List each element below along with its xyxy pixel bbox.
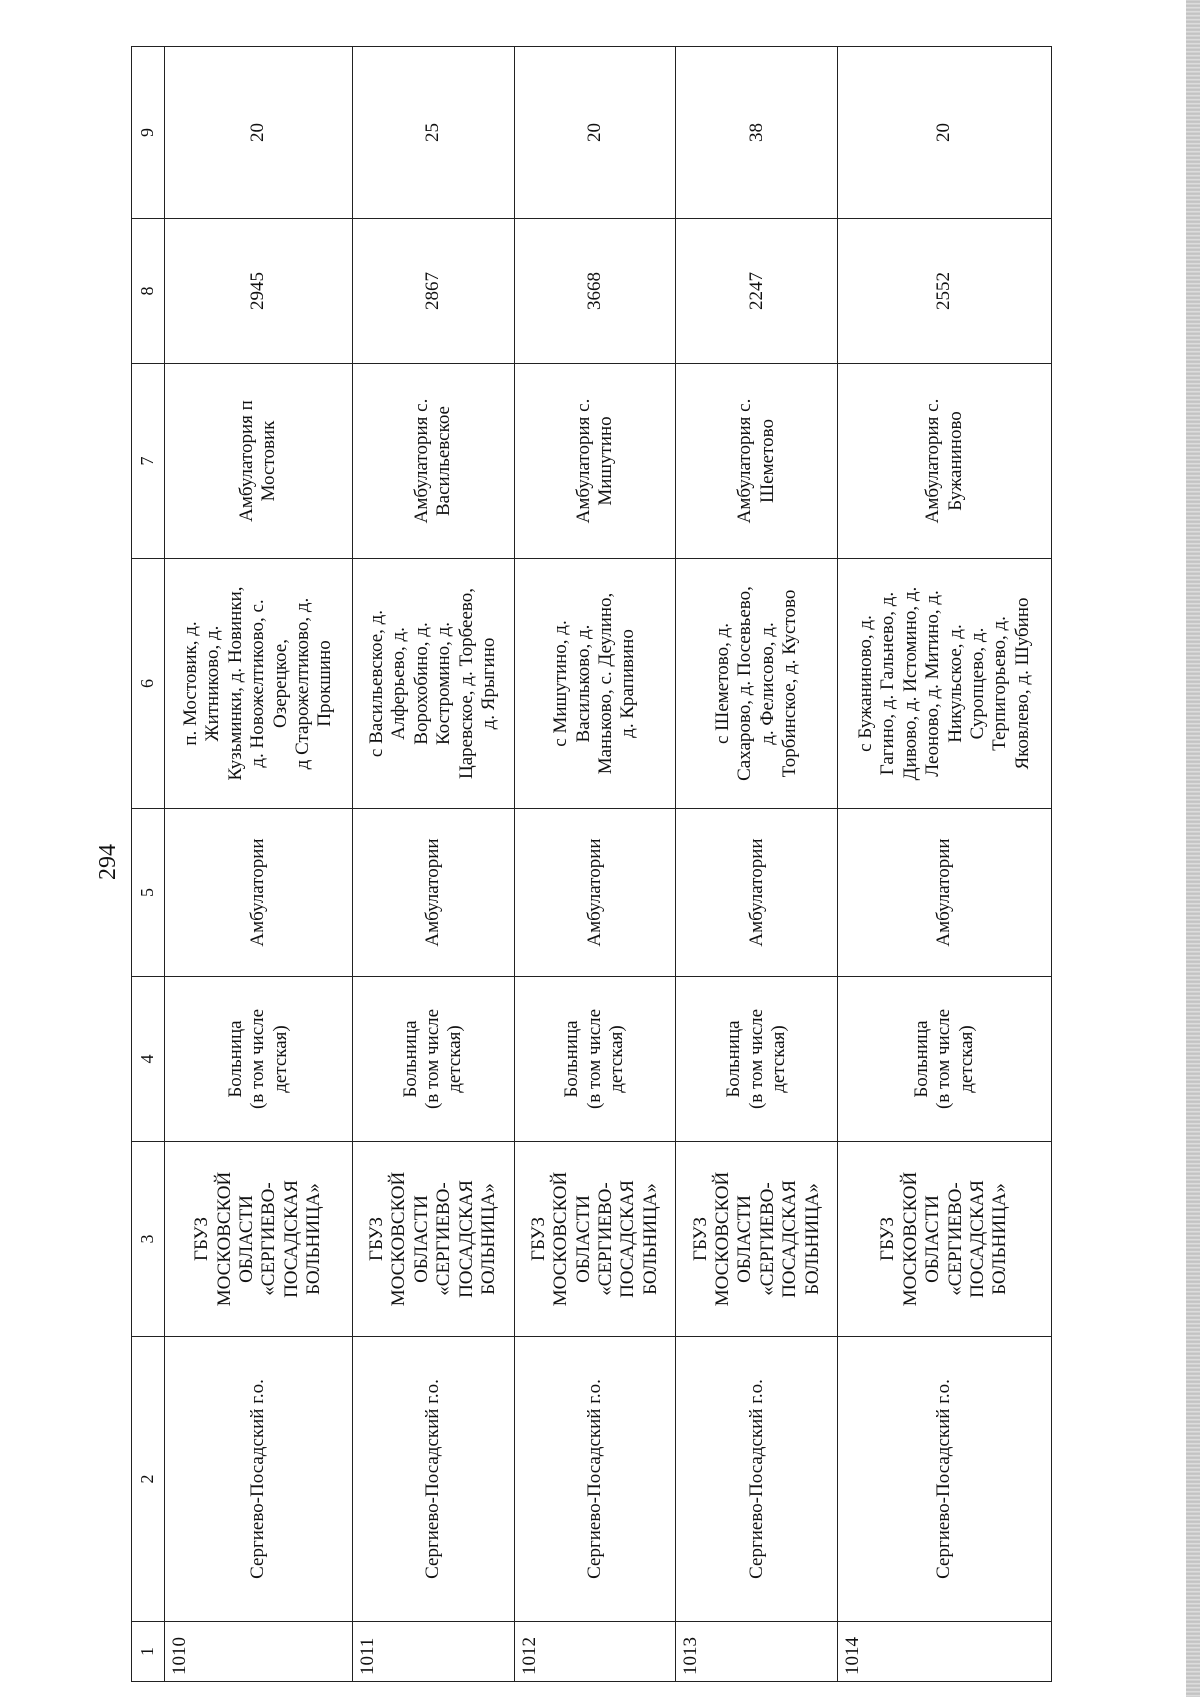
unit-type-cell: Амбулатории	[352, 809, 514, 977]
distance-cell: 38	[676, 47, 838, 219]
villages-cell: п. Мостовик, д. Житниково, д. Кузьминки, д. Новинки, д. Новожелтиково, с. Озерецкое, д Старожелтиково, д. Прокшино	[165, 559, 353, 809]
row-number: 1010	[165, 1622, 353, 1682]
organization-cell: ГБУЗ МОСКОВСКОЙ ОБЛАСТИ «СЕРГИЕВО- ПОСАДСКАЯ БОЛЬНИЦА»	[676, 1142, 838, 1337]
page-number: 294	[95, 844, 121, 880]
row-number: 1012	[514, 1622, 676, 1682]
facility-type-cell: Больница (в том числе детская)	[352, 977, 514, 1142]
facility-type-cell: Больница (в том числе детская)	[514, 977, 676, 1142]
villages-cell: с Мишутино, д. Васильково, д. Маньково, с. Деулино, д. Крапивино	[514, 559, 676, 809]
unit-name-cell: Амбулатория п Мостовик	[165, 364, 353, 559]
column-header: 9	[132, 47, 165, 219]
villages-cell: с Бужаниново, д. Гагино, д. Гальнево, д. Дивово, д. Истомино, д. Леоново, д. Митино, д. Никульское, д. Суропцево, д. Терпигорьево, д. Яковлево, д. Шубино	[838, 559, 1052, 809]
organization-cell: ГБУЗ МОСКОВСКОЙ ОБЛАСТИ «СЕРГИЕВО- ПОСАДСКАЯ БОЛЬНИЦА»	[514, 1142, 676, 1337]
column-header: 2	[132, 1337, 165, 1622]
unit-type-cell: Амбулатории	[838, 809, 1052, 977]
row-number: 1014	[838, 1622, 1052, 1682]
unit-type-cell: Амбулатории	[165, 809, 353, 977]
column-header: 3	[132, 1142, 165, 1337]
column-header: 8	[132, 219, 165, 364]
scanned-page-edge	[1186, 0, 1200, 1697]
unit-type-cell: Амбулатории	[514, 809, 676, 977]
organization-cell: ГБУЗ МОСКОВСКОЙ ОБЛАСТИ «СЕРГИЕВО- ПОСАДСКАЯ БОЛЬНИЦА»	[165, 1142, 353, 1337]
population-cell: 2867	[352, 219, 514, 364]
rotated-table-frame	[131, 47, 1052, 1682]
distance-cell: 25	[352, 47, 514, 219]
row-number: 1011	[352, 1622, 514, 1682]
facility-type-cell: Больница (в том числе детская)	[838, 977, 1052, 1142]
column-header: 5	[132, 809, 165, 977]
column-header: 7	[132, 364, 165, 559]
unit-type-cell: Амбулатории	[676, 809, 838, 977]
distance-cell: 20	[838, 47, 1052, 219]
facility-type-cell: Больница (в том числе детская)	[676, 977, 838, 1142]
table-row	[165, 47, 353, 1682]
unit-name-cell: Амбулатория с. Мишутино	[514, 364, 676, 559]
villages-cell: с Шеметово, д. Сахарово, д. Посевьево, д. Фелисово, д. Торбинское, д. Кустово	[676, 559, 838, 809]
unit-name-cell: Амбулатория с. Бужаниново	[838, 364, 1052, 559]
data-table	[131, 46, 1052, 1682]
table-row	[514, 47, 676, 1682]
district-cell: Сергиево-Посадский г.о.	[676, 1337, 838, 1622]
column-header: 1	[132, 1622, 165, 1682]
population-cell: 2552	[838, 219, 1052, 364]
district-cell: Сергиево-Посадский г.о.	[352, 1337, 514, 1622]
unit-name-cell: Амбулатория с. Васильевское	[352, 364, 514, 559]
population-cell: 2247	[676, 219, 838, 364]
column-header: 4	[132, 977, 165, 1142]
facility-type-cell: Больница (в том числе детская)	[165, 977, 353, 1142]
row-number: 1013	[676, 1622, 838, 1682]
district-cell: Сергиево-Посадский г.о.	[514, 1337, 676, 1622]
district-cell: Сергиево-Посадский г.о.	[165, 1337, 353, 1622]
table-row	[352, 47, 514, 1682]
column-header: 6	[132, 559, 165, 809]
villages-cell: с Васильевское, д. Алферьево, д. Ворохобино, д. Костромино, д. Царевское, д. Торбеево, д. Ярыгино	[352, 559, 514, 809]
unit-name-cell: Амбулатория с. Шеметово	[676, 364, 838, 559]
table-row	[676, 47, 838, 1682]
distance-cell: 20	[514, 47, 676, 219]
organization-cell: ГБУЗ МОСКОВСКОЙ ОБЛАСТИ «СЕРГИЕВО- ПОСАДСКАЯ БОЛЬНИЦА»	[352, 1142, 514, 1337]
population-cell: 2945	[165, 219, 353, 364]
table-row	[838, 47, 1052, 1682]
header-row	[132, 47, 165, 1682]
population-cell: 3668	[514, 219, 676, 364]
distance-cell: 20	[165, 47, 353, 219]
organization-cell: ГБУЗ МОСКОВСКОЙ ОБЛАСТИ «СЕРГИЕВО- ПОСАДСКАЯ БОЛЬНИЦА»	[838, 1142, 1052, 1337]
district-cell: Сергиево-Посадский г.о.	[838, 1337, 1052, 1622]
